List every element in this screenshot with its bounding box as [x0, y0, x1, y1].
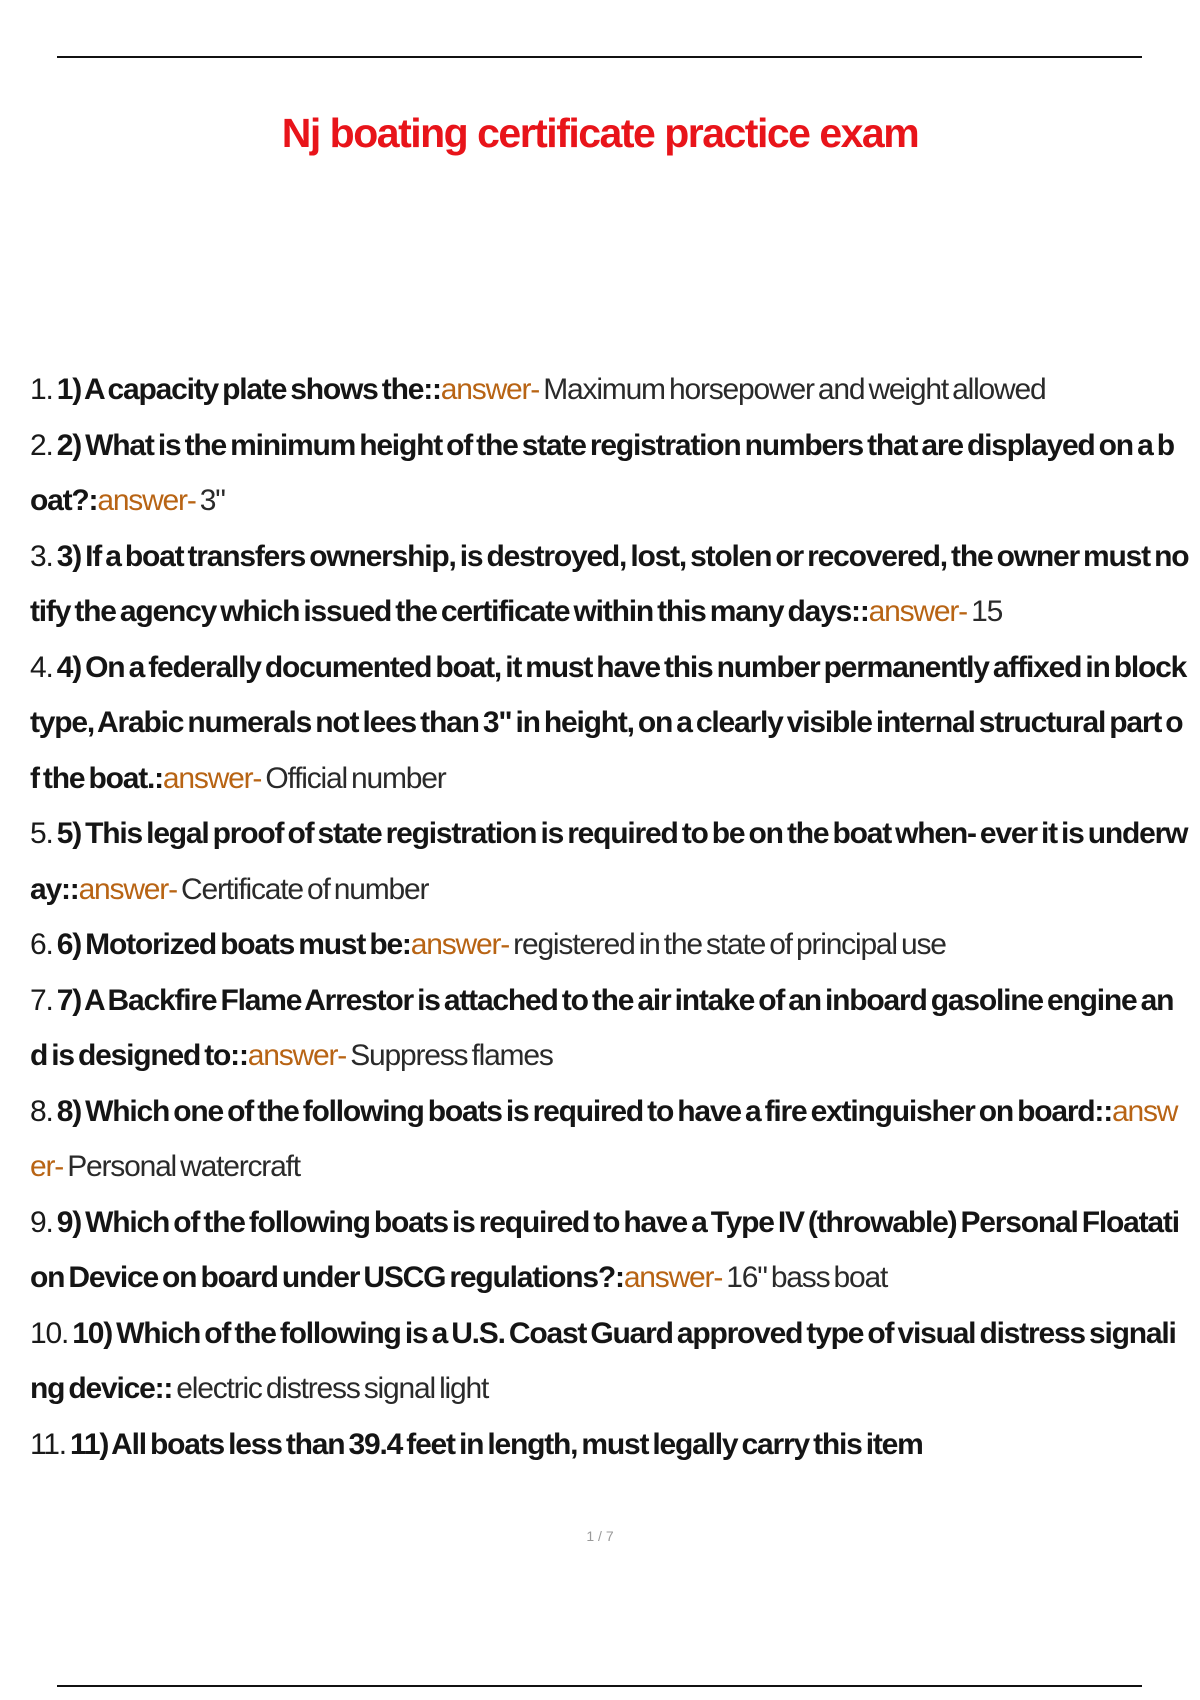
question-item	[30, 1084, 1190, 1195]
question-text: 2) What is the minimum height of the state registration numbers that are displayed on a boat?:	[30, 428, 1174, 517]
question-number: 3.	[30, 539, 53, 573]
answer-label: answer-	[623, 1261, 723, 1294]
bottom-rule	[57, 1685, 1142, 1687]
question-item	[30, 418, 1190, 529]
answer-text: Maximum horsepower and weight allowed	[539, 373, 1046, 406]
question-item	[30, 973, 1190, 1084]
answer-text: 3"	[195, 484, 225, 517]
question-number: 5.	[30, 817, 53, 850]
question-item	[30, 1306, 1190, 1417]
answer-text: Personal watercraft	[63, 1150, 300, 1183]
question-text: 8) Which one of the following boats is required to have a fire extinguisher on board::	[56, 1094, 1112, 1128]
question-text: 4) On a federally documented boat, it must have this number permanently affixed in block type, Arabic numerals not lees than 3" in height, on a clearly visible internal structural part of the boat.:	[30, 650, 1187, 795]
question-item	[30, 806, 1190, 917]
question-number: 7.	[30, 983, 53, 1017]
answer-text: Certificate of number	[176, 872, 429, 906]
answer-text: electric distress signal light	[172, 1372, 489, 1405]
question-text: 1) A capacity plate shows the::	[56, 373, 441, 406]
question-number: 4.	[30, 650, 53, 684]
answer-text: Suppress flames	[346, 1039, 553, 1072]
question-text: 5) This legal proof of state registration is required to be on the boat when- ever it is underway::	[30, 817, 1188, 906]
page-indicator: 1 / 7	[586, 1528, 614, 1544]
question-item	[30, 362, 1190, 418]
question-item	[30, 640, 1190, 807]
answer-label: answer-	[78, 872, 177, 906]
answer-text: registered in the state of principal use	[509, 928, 946, 961]
answer-text: 16" bass boat	[722, 1261, 888, 1294]
question-item	[30, 1195, 1190, 1306]
question-text: 11) All boats less than 39.4 feet in length, must legally carry this item	[70, 1427, 923, 1461]
question-text: 9) Which of the following boats is required to have a Type IV (throwable) Personal Floatation Device on board under USCG regulations?:	[30, 1205, 1179, 1294]
question-item	[30, 917, 1190, 973]
top-rule	[57, 56, 1142, 58]
question-text: 7) A Backfire Flame Arrestor is attached to the air intake of an inboard gasoline engine and is designed to::	[30, 983, 1174, 1072]
question-text: 10) Which of the following is a U.S. Coast Guard approved type of visual distress signaling device::	[30, 1316, 1176, 1405]
question-text: 3) If a boat transfers ownership, is destroyed, lost, stolen or recovered, the owner must notify the agency which issued the certificate within this many days::	[30, 539, 1189, 628]
question-item	[30, 529, 1190, 640]
page-title: Nj boating certificate practice exam	[281, 110, 919, 156]
answer-label: answer-	[30, 1094, 1178, 1183]
answer-label: answer-	[162, 761, 262, 795]
answer-label: answer-	[868, 595, 967, 628]
question-text: 6) Motorized boats must be:	[56, 928, 411, 961]
question-number: 8.	[30, 1094, 53, 1128]
answer-label: answer-	[97, 484, 196, 517]
answer-text: Official number	[261, 761, 446, 795]
question-number: 2.	[30, 428, 53, 462]
answer-label: answer-	[440, 373, 540, 406]
question-item	[30, 1417, 1190, 1473]
question-number: 11.	[30, 1427, 66, 1461]
question-number: 1.	[30, 373, 53, 406]
answer-text: 15	[966, 595, 1003, 628]
question-list	[30, 362, 1190, 1472]
answer-label: answer-	[410, 928, 510, 961]
question-number: 9.	[30, 1205, 53, 1239]
answer-label: answer-	[247, 1039, 347, 1072]
question-number: 6.	[30, 928, 53, 961]
question-number: 10.	[30, 1316, 69, 1350]
